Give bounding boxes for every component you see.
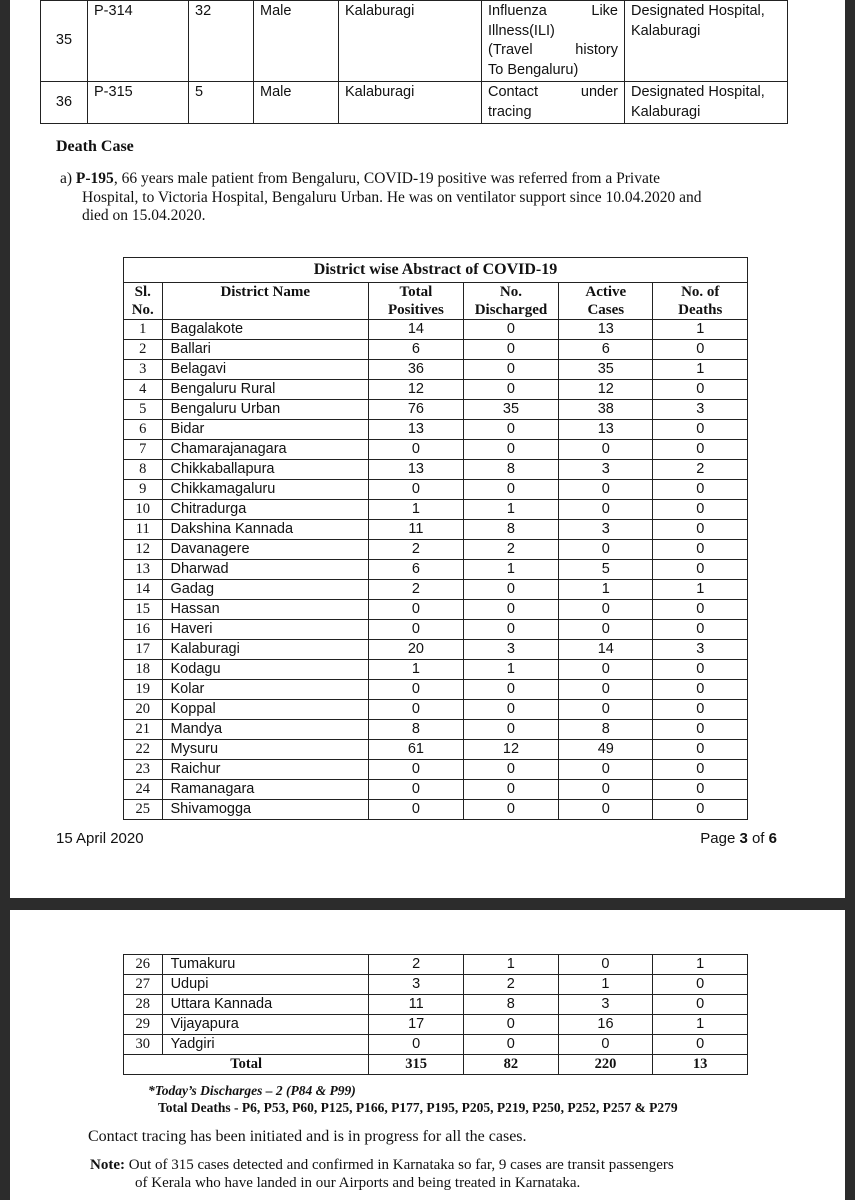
district-sl: 13 — [124, 560, 163, 580]
header-line: Cases — [587, 302, 625, 318]
district-value: 0 — [559, 660, 653, 680]
district-value: 8 — [368, 720, 463, 740]
district-value: 8 — [463, 520, 558, 540]
district-value: 0 — [653, 560, 748, 580]
district-value: 0 — [653, 995, 748, 1015]
total-row — [124, 1055, 748, 1075]
history-word: Illness(ILI) — [488, 22, 555, 39]
history-word: Like — [591, 3, 618, 19]
district-sl: 15 — [124, 600, 163, 620]
district-value: 0 — [368, 800, 463, 820]
district-name: Hassan — [162, 600, 368, 620]
district-sl: 24 — [124, 780, 163, 800]
header-line: Discharged — [474, 302, 548, 318]
abstract-header — [124, 283, 163, 320]
district-value: 3 — [559, 520, 653, 540]
district-sl: 9 — [124, 480, 163, 500]
district-value: 0 — [559, 440, 653, 460]
district-row — [124, 380, 748, 400]
district-value: 0 — [463, 340, 558, 360]
district-name: Chamarajanagara — [162, 440, 368, 460]
district-value: 1 — [464, 955, 559, 975]
district-value: 0 — [559, 700, 653, 720]
district-row — [124, 520, 748, 540]
district-value: 17 — [369, 1015, 464, 1035]
death-line-2: Hospital, to Victoria Hospital, Bengaluru Urban. He was on ventilator support since 10.04.2020 and — [82, 188, 702, 206]
district-value: 0 — [463, 760, 558, 780]
district-name: Chikkaballapura — [162, 460, 368, 480]
district-value: 16 — [558, 1015, 653, 1035]
total-deaths-note: Total Deaths - P6, P53, P60, P125, P166, P177, P195, P205, P219, P250, P252, P257 & P279 — [158, 1100, 678, 1115]
total-deaths: 13 — [653, 1055, 748, 1075]
district-value: 3 — [558, 995, 653, 1015]
district-sl: 1 — [124, 320, 163, 340]
history-word: tracing — [488, 103, 532, 120]
district-row — [124, 560, 748, 580]
history-line — [488, 41, 618, 61]
history-line — [488, 61, 618, 81]
district-row — [124, 320, 748, 340]
district-value: 13 — [368, 460, 463, 480]
district-value: 0 — [368, 480, 463, 500]
death-case-marker: a) — [60, 170, 73, 187]
total-label: Total — [124, 1055, 369, 1075]
district-value: 0 — [653, 440, 748, 460]
district-value: 14 — [368, 320, 463, 340]
abstract-header — [368, 283, 463, 320]
district-value: 12 — [368, 380, 463, 400]
abstract-header-row — [124, 283, 748, 320]
district-sl: 7 — [124, 440, 163, 460]
patient-district: Kalaburagi — [339, 82, 482, 124]
hospital-line: Kalaburagi — [631, 22, 701, 39]
district-value: 0 — [463, 420, 558, 440]
district-value: 1 — [653, 580, 748, 600]
district-sl: 29 — [124, 1015, 163, 1035]
district-value: 3 — [463, 640, 558, 660]
district-value: 1 — [653, 320, 748, 340]
district-name: Dharwad — [162, 560, 368, 580]
district-value: 1 — [653, 1015, 748, 1035]
header-line: Sl. — [134, 284, 151, 300]
district-value: 0 — [559, 800, 653, 820]
district-value: 0 — [464, 1015, 559, 1035]
header-line: No. of — [681, 284, 720, 300]
district-value: 6 — [368, 340, 463, 360]
district-sl: 27 — [124, 975, 163, 995]
total-discharged: 82 — [464, 1055, 559, 1075]
district-row — [124, 700, 748, 720]
patient-sl: 35 — [41, 1, 88, 82]
district-value: 0 — [559, 760, 653, 780]
district-row — [124, 500, 748, 520]
district-value: 76 — [368, 400, 463, 420]
district-value: 0 — [463, 680, 558, 700]
district-value: 0 — [463, 600, 558, 620]
district-value: 2 — [368, 540, 463, 560]
district-value: 0 — [559, 500, 653, 520]
document-page-1 — [10, 0, 845, 898]
district-name: Ballari — [162, 340, 368, 360]
header-line: Total — [399, 284, 433, 300]
district-name: Bidar — [162, 420, 368, 440]
district-value: 3 — [653, 400, 748, 420]
district-value: 0 — [653, 520, 748, 540]
district-row — [124, 955, 748, 975]
district-row — [124, 800, 748, 820]
district-value: 0 — [368, 700, 463, 720]
district-value: 0 — [558, 1035, 653, 1055]
district-value: 1 — [653, 955, 748, 975]
district-value: 0 — [559, 540, 653, 560]
district-value: 1 — [559, 580, 653, 600]
district-row — [124, 760, 748, 780]
district-value: 0 — [653, 1035, 748, 1055]
district-sl: 19 — [124, 680, 163, 700]
district-value: 0 — [653, 480, 748, 500]
transit-note — [90, 1156, 674, 1192]
district-row — [124, 360, 748, 380]
district-value: 8 — [464, 995, 559, 1015]
district-value: 2 — [653, 460, 748, 480]
district-value: 1 — [368, 660, 463, 680]
district-name: Ramanagara — [162, 780, 368, 800]
district-name: Bengaluru Rural — [162, 380, 368, 400]
district-value: 12 — [463, 740, 558, 760]
patient-id: P-315 — [88, 82, 189, 124]
district-sl: 20 — [124, 700, 163, 720]
district-sl: 28 — [124, 995, 163, 1015]
hospital-line: Designated Hospital, — [631, 3, 765, 19]
district-value: 0 — [463, 360, 558, 380]
district-value: 6 — [559, 340, 653, 360]
district-value: 0 — [559, 600, 653, 620]
district-value: 38 — [559, 400, 653, 420]
district-value: 0 — [653, 420, 748, 440]
abstract-header — [162, 283, 368, 320]
district-row — [124, 660, 748, 680]
total-positives: 315 — [369, 1055, 464, 1075]
district-value: 1 — [463, 500, 558, 520]
district-row — [124, 400, 748, 420]
district-sl: 11 — [124, 520, 163, 540]
patient-age: 32 — [189, 1, 254, 82]
patient-sl: 36 — [41, 82, 88, 124]
district-value: 0 — [463, 580, 558, 600]
district-value: 2 — [368, 580, 463, 600]
district-name: Chitradurga — [162, 500, 368, 520]
history-line — [488, 83, 618, 103]
history-line — [488, 2, 618, 22]
district-row — [124, 440, 748, 460]
district-value: 0 — [559, 780, 653, 800]
hospital-line: Kalaburagi — [631, 103, 701, 120]
district-value: 0 — [369, 1035, 464, 1055]
death-line-1: , 66 years male patient from Bengaluru, COVID-19 positive was referred from a Private — [113, 170, 661, 187]
district-value: 0 — [653, 680, 748, 700]
history-word: To Bengaluru) — [488, 61, 579, 78]
district-name: Tumakuru — [162, 955, 369, 975]
district-name: Mandya — [162, 720, 368, 740]
district-row — [124, 420, 748, 440]
history-line — [488, 103, 618, 123]
page-mid: of — [747, 830, 769, 847]
district-value: 0 — [559, 620, 653, 640]
header-line: No. — [499, 284, 522, 300]
abstract-header — [653, 283, 748, 320]
hospital-line: Designated Hospital, — [631, 84, 765, 100]
district-value: 11 — [369, 995, 464, 1015]
district-value: 0 — [463, 720, 558, 740]
district-sl: 4 — [124, 380, 163, 400]
patient-sex: Male — [254, 1, 339, 82]
district-sl: 16 — [124, 620, 163, 640]
district-sl: 25 — [124, 800, 163, 820]
district-value: 8 — [463, 460, 558, 480]
death-line-3: died on 15.04.2020. — [82, 207, 206, 224]
district-value: 0 — [463, 380, 558, 400]
district-row — [124, 995, 748, 1015]
district-value: 35 — [559, 360, 653, 380]
patient-history — [482, 1, 625, 82]
abstract-header — [463, 283, 558, 320]
district-sl: 22 — [124, 740, 163, 760]
district-value: 0 — [653, 380, 748, 400]
district-name: Kolar — [162, 680, 368, 700]
patient-row — [41, 82, 788, 124]
patient-row — [41, 1, 788, 82]
district-value: 0 — [653, 620, 748, 640]
district-value: 13 — [559, 420, 653, 440]
district-value: 0 — [653, 700, 748, 720]
death-case-paragraph — [60, 170, 800, 226]
patient-id: P-314 — [88, 1, 189, 82]
district-name: Bagalakote — [162, 320, 368, 340]
district-value: 0 — [653, 600, 748, 620]
district-name: Koppal — [162, 700, 368, 720]
patient-hospital — [625, 1, 788, 82]
district-name: Mysuru — [162, 740, 368, 760]
district-value: 0 — [368, 780, 463, 800]
district-value: 0 — [368, 680, 463, 700]
abstract-header — [559, 283, 653, 320]
district-row — [124, 780, 748, 800]
district-row — [124, 620, 748, 640]
district-name: Haveri — [162, 620, 368, 640]
district-value: 0 — [463, 620, 558, 640]
district-sl: 10 — [124, 500, 163, 520]
district-value: 0 — [463, 440, 558, 460]
district-value: 0 — [463, 320, 558, 340]
district-value: 0 — [463, 700, 558, 720]
district-row — [124, 975, 748, 995]
patient-district: Kalaburagi — [339, 1, 482, 82]
district-name: Raichur — [162, 760, 368, 780]
district-value: 0 — [653, 720, 748, 740]
footer-page-number — [700, 830, 777, 847]
district-value: 13 — [368, 420, 463, 440]
note-line-1: Out of 315 cases detected and confirmed in Karnataka so far, 9 cases are transit passengers — [124, 1157, 674, 1173]
district-value: 13 — [559, 320, 653, 340]
district-value: 0 — [559, 480, 653, 500]
district-value: 0 — [368, 760, 463, 780]
district-sl: 17 — [124, 640, 163, 660]
district-value: 0 — [653, 780, 748, 800]
district-value: 0 — [653, 760, 748, 780]
note-line-2: of Kerala who have landed in our Airports and being treated in Karnataka. — [135, 1175, 581, 1191]
district-sl: 5 — [124, 400, 163, 420]
district-value: 0 — [653, 500, 748, 520]
district-value: 0 — [653, 540, 748, 560]
district-value: 8 — [559, 720, 653, 740]
district-row — [124, 340, 748, 360]
district-value: 5 — [559, 560, 653, 580]
district-value: 0 — [653, 660, 748, 680]
district-value: 1 — [463, 560, 558, 580]
district-row — [124, 680, 748, 700]
history-word: Influenza — [488, 3, 547, 19]
district-value: 0 — [653, 975, 748, 995]
district-value: 0 — [653, 740, 748, 760]
district-name: Kodagu — [162, 660, 368, 680]
district-row — [124, 540, 748, 560]
district-value: 35 — [463, 400, 558, 420]
death-case-heading: Death Case — [56, 138, 134, 155]
district-value: 0 — [463, 480, 558, 500]
district-value: 1 — [368, 500, 463, 520]
note-label: Note: — [90, 1157, 125, 1173]
history-word: Contact — [488, 84, 538, 100]
district-value: 0 — [368, 600, 463, 620]
district-value: 0 — [653, 800, 748, 820]
district-value: 0 — [463, 800, 558, 820]
district-row — [124, 460, 748, 480]
district-sl: 18 — [124, 660, 163, 680]
header-line: Deaths — [678, 302, 723, 318]
district-sl: 6 — [124, 420, 163, 440]
district-name: Bengaluru Urban — [162, 400, 368, 420]
footer-date: 15 April 2020 — [56, 830, 144, 847]
district-abstract-table — [123, 257, 748, 820]
district-value: 0 — [464, 1035, 559, 1055]
district-sl: 21 — [124, 720, 163, 740]
district-sl: 3 — [124, 360, 163, 380]
district-value: 0 — [558, 955, 653, 975]
total-active: 220 — [558, 1055, 653, 1075]
district-value: 12 — [559, 380, 653, 400]
district-name: Davanagere — [162, 540, 368, 560]
district-name: Shivamogga — [162, 800, 368, 820]
district-value: 61 — [368, 740, 463, 760]
district-sl: 30 — [124, 1035, 163, 1055]
district-name: Gadag — [162, 580, 368, 600]
history-word: (Travel — [488, 42, 533, 58]
district-row — [124, 1015, 748, 1035]
patient-age: 5 — [189, 82, 254, 124]
district-value: 1 — [653, 360, 748, 380]
patient-history — [482, 82, 625, 124]
district-sl: 12 — [124, 540, 163, 560]
district-name: Chikkamagaluru — [162, 480, 368, 500]
page-total: 6 — [768, 830, 777, 847]
district-abstract-table-continued — [123, 954, 748, 1075]
district-row — [124, 640, 748, 660]
contact-tracing-note: Contact tracing has been initiated and is in progress for all the cases. — [88, 1128, 527, 1145]
district-sl: 2 — [124, 340, 163, 360]
district-sl: 23 — [124, 760, 163, 780]
district-value: 2 — [463, 540, 558, 560]
death-patient-id: P-195 — [75, 170, 114, 187]
district-value: 3 — [559, 460, 653, 480]
abstract-title: District wise Abstract of COVID-19 — [124, 258, 748, 283]
history-word: under — [580, 84, 618, 100]
header-line: No. — [131, 302, 154, 318]
patient-table — [40, 0, 788, 124]
district-value: 2 — [369, 955, 464, 975]
district-name: Uttara Kannada — [162, 995, 369, 1015]
district-name: Dakshina Kannada — [162, 520, 368, 540]
history-word: history — [575, 42, 618, 58]
district-name: Belagavi — [162, 360, 368, 380]
page-num: 3 — [739, 830, 748, 847]
district-value: 36 — [368, 360, 463, 380]
district-row — [124, 580, 748, 600]
header-line: Active — [585, 284, 627, 300]
todays-discharges-note: *Today’s Discharges – 2 (P84 & P99) — [148, 1083, 356, 1098]
district-value: 1 — [463, 660, 558, 680]
district-value: 0 — [368, 620, 463, 640]
district-name: Yadgiri — [162, 1035, 369, 1055]
district-value: 3 — [653, 640, 748, 660]
district-value: 6 — [368, 560, 463, 580]
district-name: Vijayapura — [162, 1015, 369, 1035]
patient-sex: Male — [254, 82, 339, 124]
district-row — [124, 740, 748, 760]
district-value: 3 — [369, 975, 464, 995]
district-value: 1 — [558, 975, 653, 995]
history-line — [488, 22, 618, 42]
district-name: Kalaburagi — [162, 640, 368, 660]
district-row — [124, 720, 748, 740]
district-sl: 8 — [124, 460, 163, 480]
district-value: 0 — [559, 680, 653, 700]
district-value: 0 — [368, 440, 463, 460]
district-name: Udupi — [162, 975, 369, 995]
patient-hospital — [625, 82, 788, 124]
district-row — [124, 480, 748, 500]
district-row — [124, 600, 748, 620]
district-value: 0 — [653, 340, 748, 360]
header-line: Positives — [387, 302, 444, 318]
page-prefix: Page — [700, 830, 740, 847]
district-value: 11 — [368, 520, 463, 540]
document-page-2 — [10, 910, 845, 1200]
district-value: 20 — [368, 640, 463, 660]
district-value: 2 — [464, 975, 559, 995]
district-value: 14 — [559, 640, 653, 660]
district-value: 0 — [463, 780, 558, 800]
district-value: 49 — [559, 740, 653, 760]
district-row — [124, 1035, 748, 1055]
district-sl: 14 — [124, 580, 163, 600]
header-line: District Name — [220, 284, 311, 300]
district-sl: 26 — [124, 955, 163, 975]
